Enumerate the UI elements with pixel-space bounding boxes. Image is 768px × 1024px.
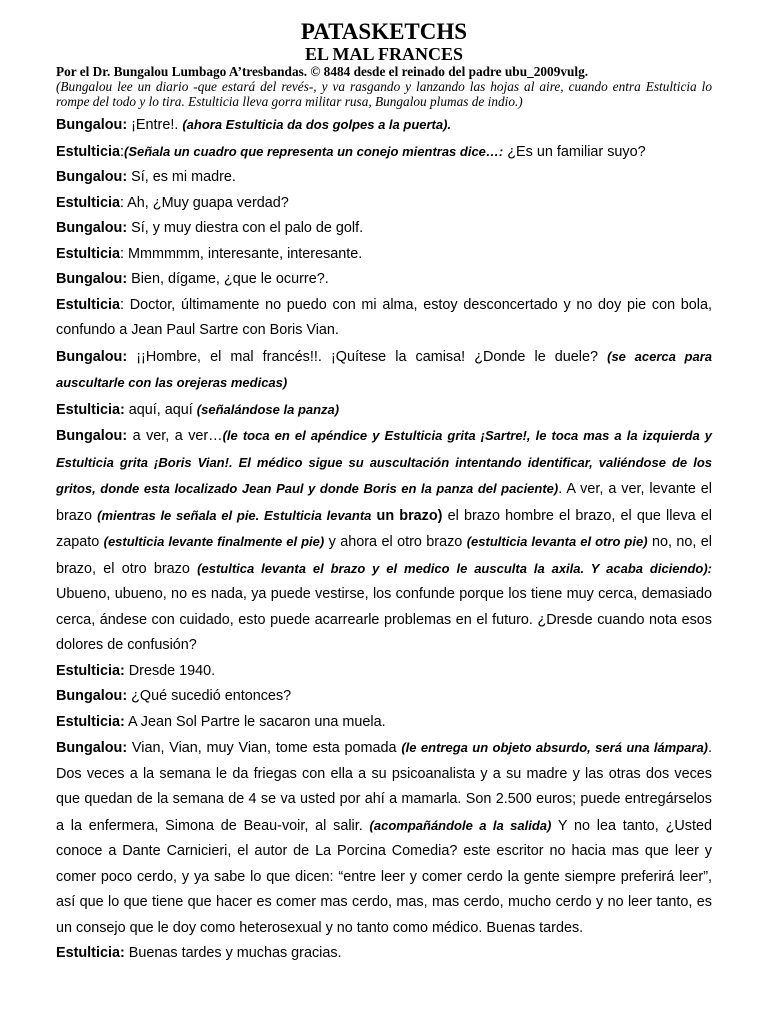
dialogue-line bbox=[56, 293, 712, 344]
dialogue-line bbox=[56, 941, 712, 967]
dialogue bbox=[56, 112, 712, 967]
stage-directions-intro: (Bungalou lee un diario -que estará del revés-, y va rasgando y lanzando las hojas al aire, cuando entra Estulticia lo rompe del todo y lo tira. Estulticia lleva gorra militar rusa, Bungalou plumas de indio.) bbox=[56, 79, 712, 109]
spoken-text: ¡Entre!. bbox=[127, 117, 183, 133]
dialogue-line bbox=[56, 684, 712, 710]
dialogue-line bbox=[56, 165, 712, 191]
author-byline: Por el Dr. Bungalou Lumbago A’tresbandas. © 8484 desde el reinado del padre ubu_2009vulg. bbox=[56, 64, 589, 79]
spoken-text: Sí, es mi madre. bbox=[127, 169, 236, 185]
document-subtitle: EL MAL FRANCES bbox=[304, 44, 464, 64]
speaker-name: Bungalou: bbox=[56, 117, 128, 133]
dialogue-line bbox=[56, 710, 712, 736]
stage-direction: (mientras le señala el pie. Estulticia levanta bbox=[97, 507, 372, 523]
speaker-name: Bungalou: bbox=[56, 271, 128, 287]
dialogue-line bbox=[56, 735, 712, 941]
speaker-name: Bungalou: bbox=[56, 740, 128, 756]
spoken-text: . A ver, a ver, levante el brazo bbox=[56, 481, 712, 524]
spoken-text: : Ah, ¿Muy guapa verdad? bbox=[119, 194, 289, 211]
stage-direction: (Señala un cuadro que representa un conejo mientras dice…: bbox=[123, 143, 504, 159]
spoken-text: Bien, dígame, ¿que le ocurre?. bbox=[127, 271, 329, 287]
dialogue-line bbox=[56, 242, 712, 268]
spoken-text: Buenas tardes y muchas gracias. bbox=[124, 945, 342, 961]
spoken-text: . Dos veces a la semana le da friegas con ella a su psicoanalista y a su madre y las otras dos veces que quedan de la semana de 4 se va usted por ahí a mamarla. Son 2.500 euros; puede entregárselos a la enfermera, Simona de Beau-voir, al salir. bbox=[56, 740, 713, 834]
spoken-text: a ver, a ver… bbox=[127, 428, 223, 444]
dialogue-line bbox=[56, 216, 712, 242]
spoken-text: no, no, el brazo, el otro brazo bbox=[56, 534, 712, 577]
document-title: PATASKETCHS bbox=[300, 19, 468, 44]
stage-direction: un brazo) bbox=[371, 507, 443, 524]
speaker-name: Estulticia bbox=[56, 296, 120, 313]
stage-direction: (acompañándole a la salida) bbox=[369, 817, 552, 833]
speaker-name: Estulticia bbox=[56, 245, 120, 262]
dialogue-line bbox=[56, 139, 712, 166]
spoken-text: Y no lea tanto, ¿Usted conoce a Dante Carnicieri, el autor de La Porcina Comedia? este escritor no hacia mas que leer y comer poco cerdo, y ya sabe lo que dicen: “entre leer y comer cerdo la gente siempre preferirá leer”, así que lo que tiene que hacer es comer mas cerdo, mas, mas cerdo, mucho cerdo y no leer tanto, es un consejo que le doy como heterosexual y no tanto como médico. Buenas tardes. bbox=[56, 817, 712, 936]
spoken-text: A Jean Sol Partre le sacaron una muela. bbox=[124, 713, 386, 730]
spoken-text: : bbox=[119, 143, 124, 160]
dialogue-line bbox=[56, 112, 712, 139]
spoken-text: y ahora el otro brazo bbox=[324, 534, 467, 550]
speaker-name: Bungalou: bbox=[56, 348, 128, 365]
speaker-name: Bungalou: bbox=[56, 688, 128, 704]
spoken-text: ¿Qué sucedió entonces? bbox=[127, 688, 292, 704]
spoken-text: Vian, Vian, muy Vian, tome esta pomada bbox=[127, 740, 402, 756]
speaker-name: Estulticia bbox=[56, 194, 120, 211]
dialogue-line bbox=[56, 423, 712, 659]
spoken-text: ¿Es un familiar suyo? bbox=[503, 143, 646, 160]
speaker-name: Bungalou: bbox=[56, 220, 128, 236]
spoken-text: : Doctor, últimamente no puedo con mi alma, estoy desconcertado y no doy pie con bola, confundo a Jean Paul Sartre con Boris Vian. bbox=[56, 296, 712, 338]
stage-direction: (le toca en el apéndice y Estulticia grita ¡Sartre!, le toca mas a la izquierda y Estulticia grita ¡Boris Vian!. El médico sigue su auscultación intentando identificar, valiéndose de los gritos, donde esta localizado Jean Paul y donde Boris en la panza del paciente) bbox=[56, 428, 712, 496]
dialogue-line bbox=[56, 191, 712, 217]
stage-direction: (estultica levanta el brazo y el medico le ausculta la axila. Y acaba diciendo): bbox=[197, 560, 712, 576]
speaker-name: Estulticia: bbox=[56, 401, 125, 418]
spoken-text: Dresde 1940. bbox=[124, 662, 216, 679]
spoken-text: Sí, y muy diestra con el palo de golf. bbox=[127, 220, 364, 236]
spoken-text: ¡¡Hombre, el mal francés!!. ¡Quítese la camisa! ¿Donde le duele? bbox=[127, 348, 608, 365]
speaker-name: Estulticia: bbox=[56, 713, 125, 730]
dialogue-line bbox=[56, 344, 712, 397]
speaker-name: Bungalou: bbox=[56, 428, 128, 444]
spoken-text: el brazo hombre el brazo, el que lleva el zapato bbox=[56, 507, 713, 550]
spoken-text: aquí, aquí bbox=[124, 401, 197, 418]
speaker-name: Bungalou: bbox=[56, 169, 128, 185]
speaker-name: Estulticia bbox=[56, 143, 120, 160]
speaker-name: Estulticia: bbox=[56, 945, 125, 961]
dialogue-line bbox=[56, 659, 712, 685]
stage-direction: (estulticia levanta el otro pie) bbox=[466, 534, 648, 549]
stage-direction: (se acerca para auscultarle con las orejeras medicas) bbox=[56, 348, 713, 390]
dialogue-line bbox=[56, 397, 712, 424]
spoken-text: Ubueno, ubueno, no es nada, ya puede vestirse, los confunde porque los tiene muy cerca, demasiado cerca, ándese con cuidado, esto puede acarrearle problemas en el futuro. ¿Dresde cuando nota esos dolores de confusión? bbox=[56, 586, 712, 653]
speaker-name: Estulticia: bbox=[56, 662, 125, 679]
stage-direction: (ahora Estulticia da dos golpes a la puerta). bbox=[182, 117, 452, 132]
dialogue-line bbox=[56, 267, 712, 293]
stage-direction: (le entrega un objeto absurdo, será una lámpara) bbox=[401, 740, 709, 755]
stage-direction: (señalándose la panza) bbox=[196, 401, 340, 417]
stage-direction: (estulticia levante finalmente el pie) bbox=[103, 534, 325, 549]
spoken-text: : Mmmmmm, interesante, interesante. bbox=[119, 245, 363, 262]
